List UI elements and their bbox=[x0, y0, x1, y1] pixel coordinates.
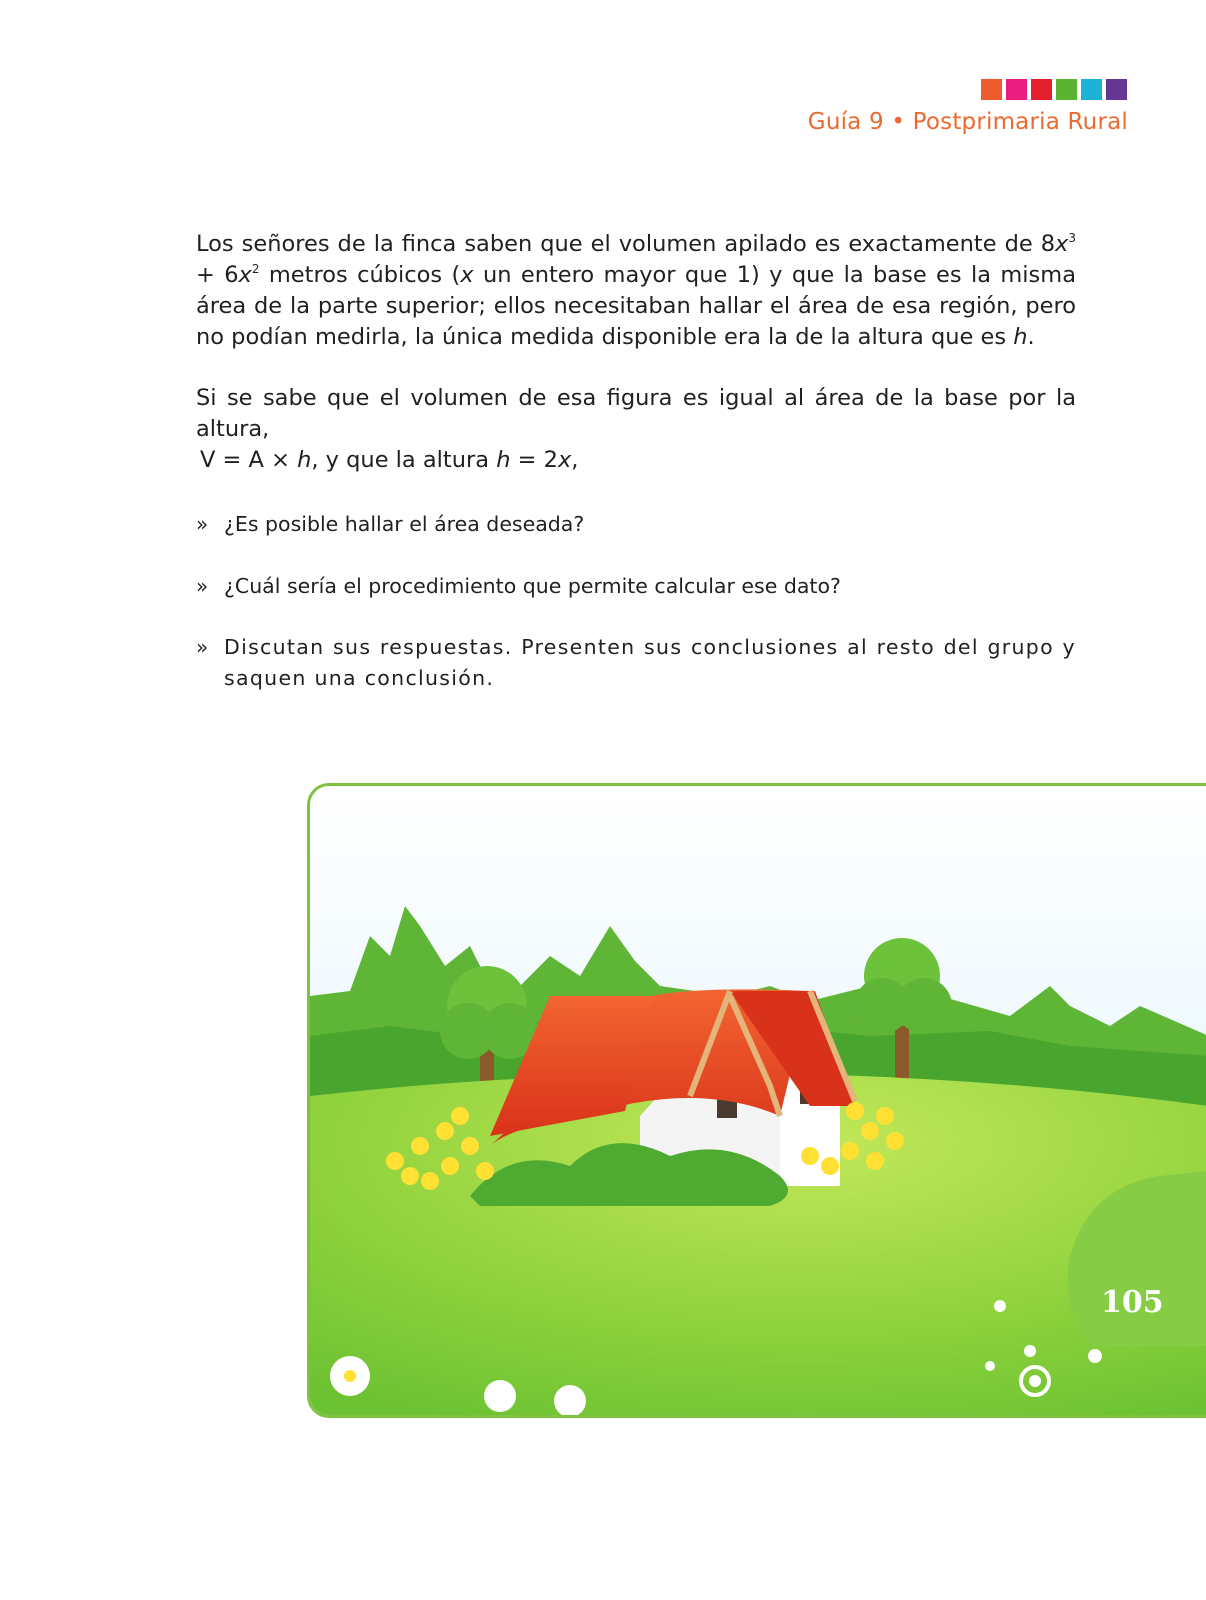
bullet-text: ¿Cuál sería el procedimiento que permite calcular ese dato? bbox=[224, 574, 841, 598]
list-item bbox=[196, 571, 1076, 602]
bullet-marker: » bbox=[196, 512, 209, 536]
bullet-marker: » bbox=[196, 574, 209, 598]
tree-foliage bbox=[896, 978, 952, 1034]
header-color-squares bbox=[981, 79, 1127, 100]
guide-title: Guía 9 • Postprimaria Rural bbox=[807, 109, 1128, 135]
color-square-pink bbox=[1006, 79, 1027, 100]
list-item bbox=[196, 509, 1076, 540]
list-item bbox=[196, 632, 1076, 694]
paragraph-volume-formula-intro: Si se sabe que el volumen de esa figura es igual al área de la base por la altura, bbox=[196, 385, 1076, 442]
bullet-marker: » bbox=[196, 635, 210, 659]
color-square-green bbox=[1056, 79, 1077, 100]
color-square-cyan bbox=[1081, 79, 1102, 100]
color-square-purple bbox=[1106, 79, 1127, 100]
farm-house-illustration bbox=[307, 783, 1206, 1418]
bullet-text: ¿Es posible hallar el área deseada? bbox=[224, 512, 585, 536]
paragraph-volume-problem: Los señores de la finca saben que el volumen apilado es exactamente de $8x^3 + 6x^2$ metros cúbicos (x un entero mayor que 1) y que la base es la misma área de la parte superior; ellos necesitaban hallar el área de esa región, pero no podían medirla, la única medida disponible era la de la altura que es h. bbox=[196, 231, 1076, 350]
color-square-orange bbox=[981, 79, 1002, 100]
color-square-red bbox=[1031, 79, 1052, 100]
page-number: 105 bbox=[1101, 1285, 1164, 1320]
bullet-text: Discutan sus respuestas. Presenten sus conclusiones al resto del grupo y saquen una conclusión. bbox=[224, 635, 1076, 690]
paragraph-formula: V = A × h, y que la altura h = 2x, bbox=[200, 447, 579, 473]
